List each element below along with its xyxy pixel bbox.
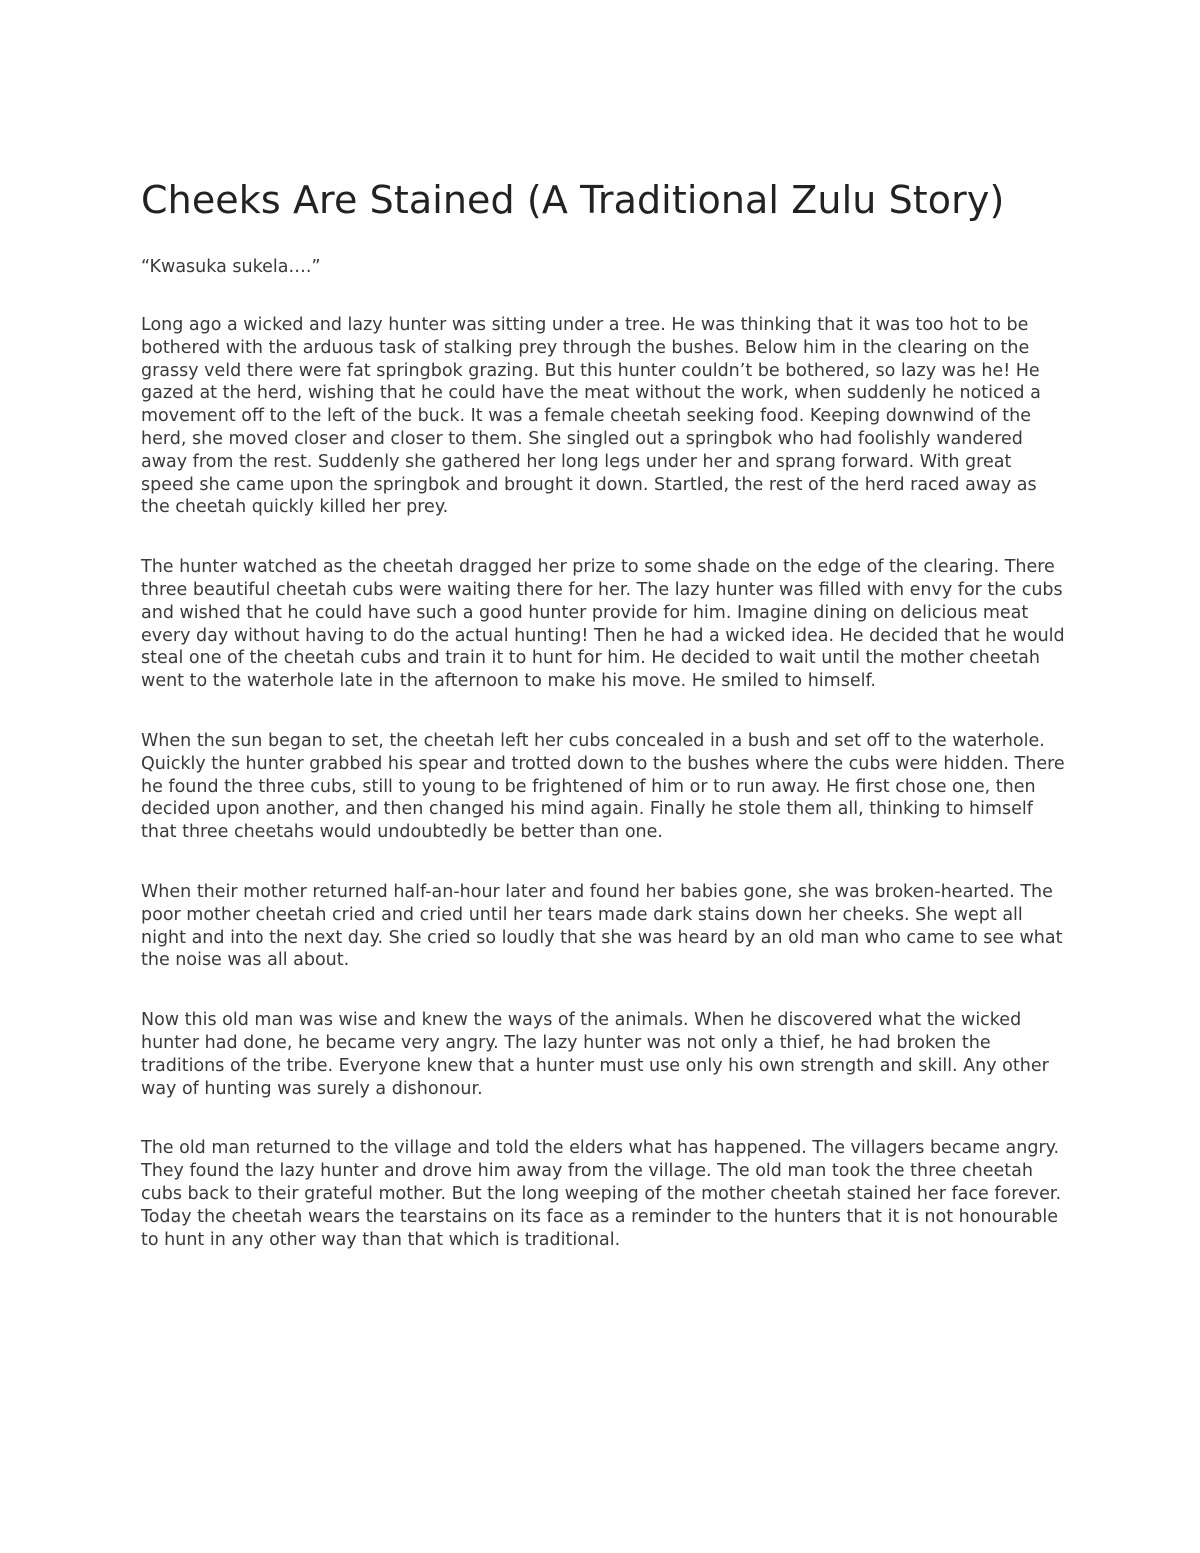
story-paragraph-6: The old man returned to the village and told the elders what has happened. The villagers became angry. They found the lazy hunter and drove him away from the village. The old man took the three cheetah cubs back to their grateful mother. But the long weeping of the mother cheetah stained her face forever. Today the cheetah wears the tearstains on its face as a reminder to the hunters that it is not honourable to hunt in any other way than that which is traditional.	[141, 1138, 1062, 1250]
document-title: Cheeks Are Stained (A Traditional Zulu Story)	[141, 178, 1005, 222]
document-body	[141, 160, 1066, 1251]
story-paragraph-4: When their mother returned half-an-hour later and found her babies gone, she was broken-hearted. The poor mother cheetah cried and cried until her tears made dark stains down her cheeks. She wept all night and into the next day. She cried so loudly that she was heard by an old man who came to see what the noise was all about.	[141, 881, 1063, 971]
story-paragraph-2: The hunter watched as the cheetah dragged her prize to some shade on the edge of the clearing. There three beautiful cheetah cubs were waiting there for her. The lazy hunter was filled with envy for the cubs and wished that he could have such a good hunter provide for him. Imagine dining on delicious meat every day without having to do the actual hunting! Then he had a wicked idea. He decided that he would steal one of the cheetah cubs and train it to hunt for him. He decided to wait until the mother cheetah went to the waterhole late in the afternoon to make his move. He smiled to himself.	[141, 557, 1065, 692]
story-paragraph-5: Now this old man was wise and knew the ways of the animals. When he discovered what the wicked hunter had done, he became very angry. The lazy hunter was not only a thief, he had broken the traditions of the tribe. Everyone knew that a hunter must use only his own strength and skill. Any other way of hunting was surely a dishonour.	[141, 1010, 1049, 1099]
story-opening-phrase: “Kwasuka sukela….”	[141, 257, 321, 277]
story-paragraph-1: Long ago a wicked and lazy hunter was sitting under a tree. He was thinking that it was too hot to be bothered with the arduous task of stalking prey through the bushes. Below him in the clearing on the grassy veld there were fat springbok grazing. But this hunter couldn’t be bothered, so lazy was he! He gazed at the herd, wishing that he could have the meat without the work, when suddenly he noticed a movement off to the left of the buck. It was a female cheetah seeking food. Keeping downwind of the herd, she moved closer and closer to them. She singled out a springbok who had foolishly wandered away from the rest. Suddenly she gathered her long legs under her and sprang forward. With great speed she came upon the springbok and brought it down. Startled, the rest of the herd raced away as the cheetah quickly killed her prey.	[141, 315, 1041, 518]
story-paragraph-3: When the sun began to set, the cheetah left her cubs concealed in a bush and set off to the waterhole. Quickly the hunter grabbed his spear and trotted down to the bushes where the cubs were hidden. There he found the three cubs, still to young to be frightened of him or to run away. He first chose one, then decided upon another, and then changed his mind again. Finally he stole them all, thinking to himself that three cheetahs would undoubtedly be better than one.	[141, 730, 1065, 843]
